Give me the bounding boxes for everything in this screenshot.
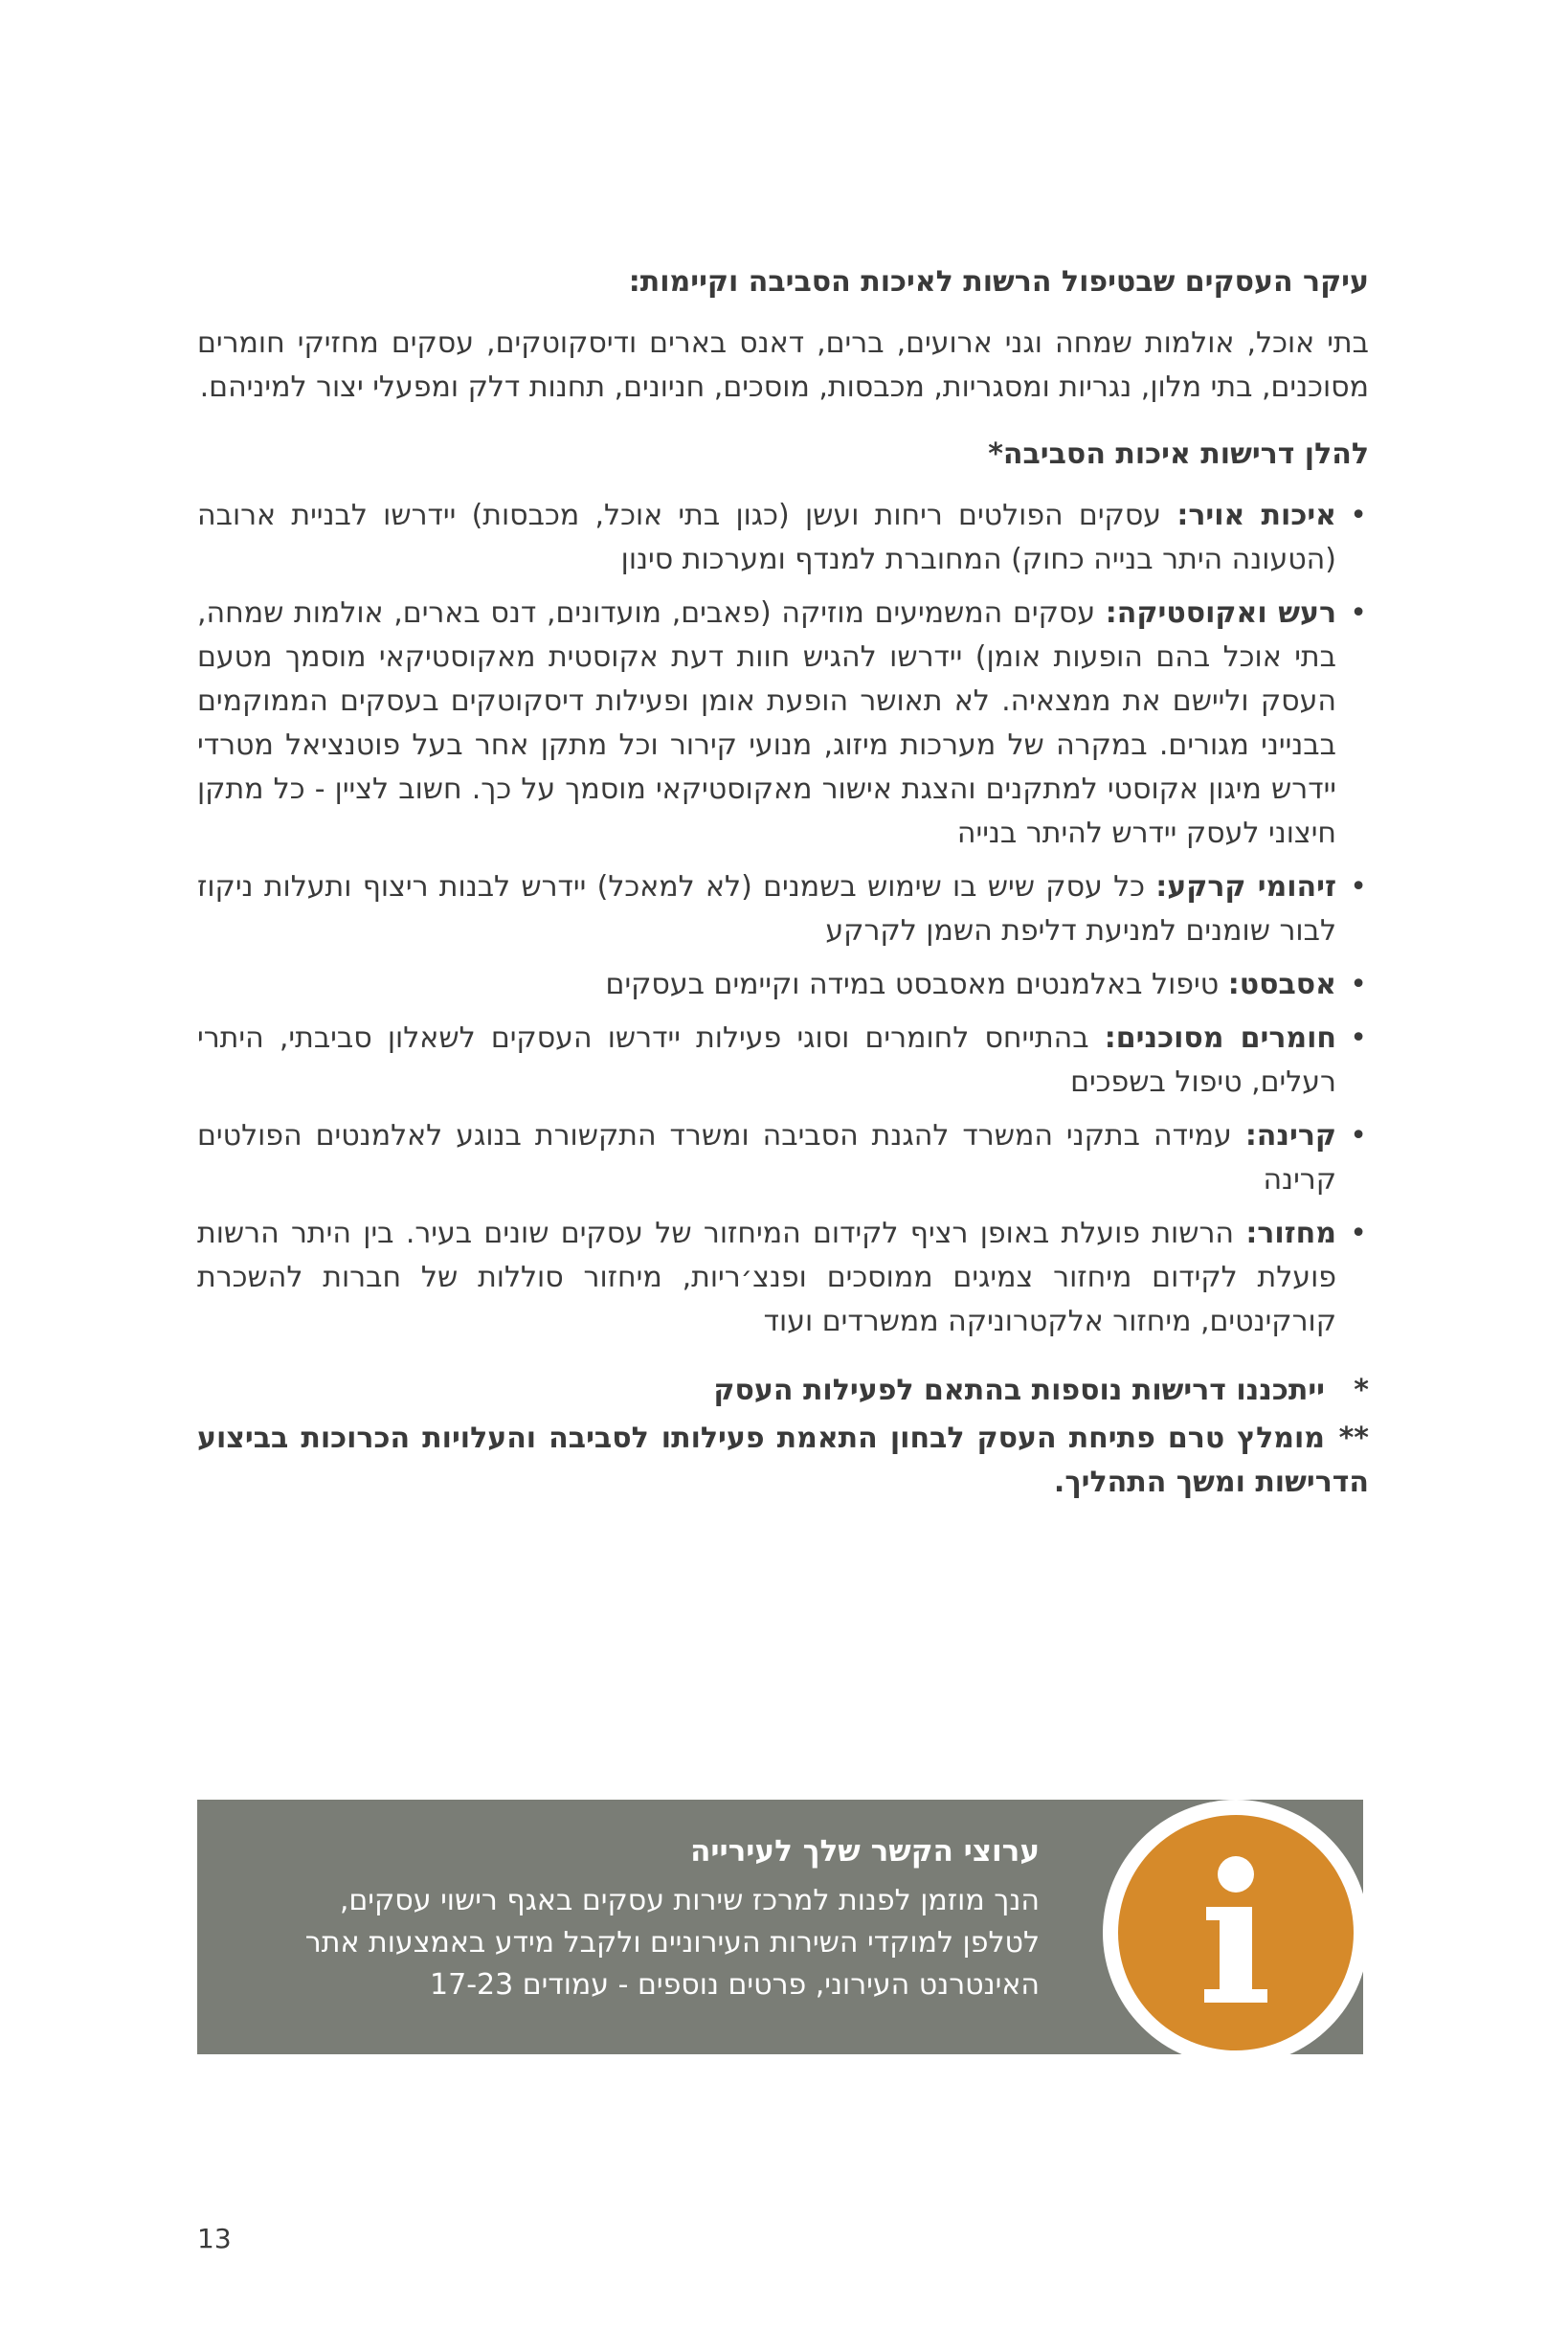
footnote bbox=[197, 1369, 1369, 1413]
bullet-icon: • bbox=[1350, 499, 1367, 532]
footnote-mark: ** bbox=[1338, 1422, 1369, 1455]
bullet-icon: • bbox=[1350, 1217, 1367, 1250]
list-item bbox=[197, 963, 1369, 1007]
list-item bbox=[197, 865, 1369, 953]
contact-info-line: האינטרנט העירוני, פרטים נוספים - עמודים 17-23 bbox=[430, 1968, 1040, 2002]
contact-info-text bbox=[235, 1830, 1040, 2006]
list-item bbox=[197, 494, 1369, 582]
main-content bbox=[197, 260, 1369, 1509]
requirement-term: מחזור: bbox=[1245, 1217, 1336, 1250]
footnote bbox=[197, 1417, 1369, 1505]
page-number: 13 bbox=[197, 2223, 232, 2254]
contact-info-line: לטלפן למוקדי השירות העירוניים ולקבל מידע באמצעות אתר bbox=[304, 1926, 1040, 1960]
contact-info-line: הנך מוזמן לפנות למרכז שירות עסקים באגף רישוי עסקים, bbox=[339, 1884, 1040, 1917]
requirement-text: עסקים המשמיעים מוזיקה (פאבים, מועדונים, דנס בארים, אולמות שמחה, בתי אוכל בהם הופעות אומן) יידרשו להגיש חוות דעת אקוסטית מאקוסטיקאי מוסמך מטעם העסק וליישם את ממצאיה. לא תאושר הופעת אומן ופעילות דיסקוטקים בעסקים הממוקמים בבנייני מגורים. במקרה של מערכות מיזוג, מנועי קירור וכל מתקן אחר בעל פוטנציאל מטרדי יידרש מיגון אקוסטי למתקנים והצגת אישור מאקוסטיקאי מוסמך על כך. חשוב לציין - כל מתקן חיצוני לעסק יידרש להיתר בנייה bbox=[197, 596, 1336, 850]
requirement-term: זיהומי קרקע: bbox=[1155, 870, 1336, 904]
contact-info-title: ערוצי הקשר שלך לעירייה bbox=[690, 1834, 1040, 1869]
bullet-icon: • bbox=[1350, 968, 1367, 1001]
info-icon bbox=[1118, 1815, 1354, 2050]
requirement-text: טיפול באלמנטים מאסבסט במידה וקיימים בעסקים bbox=[605, 968, 1228, 1001]
bullet-icon: • bbox=[1350, 1021, 1367, 1055]
requirement-text: עסקים הפולטים ריחות ועשן (כגון בתי אוכל, מכבסות) יידרשו לבניית ארובה (הטעונה היתר בנייה כחוק) המחוברת למנדף ומערכות סינון bbox=[197, 499, 1336, 576]
requirement-term: רעש ואקוסטיקה: bbox=[1105, 596, 1336, 630]
footnote-mark: * bbox=[1354, 1374, 1369, 1407]
list-item bbox=[197, 1017, 1369, 1105]
bullet-icon: • bbox=[1350, 870, 1367, 904]
requirement-text: בהתייחס לחומרים וסוגי פעילות יידרשו העסקים לשאלון סביבתי, היתרי רעלים, טיפול בשפכים bbox=[197, 1021, 1336, 1099]
requirement-term: אסבסט: bbox=[1227, 968, 1336, 1001]
requirements-heading: להלן דרישות איכות הסביבה* bbox=[988, 437, 1369, 471]
requirement-term: קרינה: bbox=[1244, 1119, 1336, 1153]
bullet-icon: • bbox=[1350, 596, 1367, 630]
footnote-text: מומלץ טרם פתיחת העסק לבחון התאמת פעילותו לסביבה והעלויות הכרוכות בביצוע הדרישות ומשך התהליך. bbox=[197, 1422, 1369, 1499]
list-item bbox=[197, 1212, 1369, 1344]
footnote-text: ייתכננו דרישות נוספות בהתאם לפעילות העסק bbox=[713, 1374, 1325, 1407]
requirement-text: עמידה בתקני המשרד להגנת הסביבה ומשרד התקשורת בנוגע לאלמנטים הפולטים קרינה bbox=[197, 1119, 1336, 1197]
requirements-list bbox=[197, 494, 1369, 1344]
requirement-text: הרשות פועלת באופן רציף לקידום המיחזור של עסקים שונים בעיר. בין היתר הרשות פועלת לקידום מיחזור צמיגים ממוסכים ופנצ׳ריות, מיחזור סוללות של חברות להשכרת קורקינטים, מיחזור אלקטרוניקה ממשרדים ועוד bbox=[197, 1217, 1336, 1338]
requirement-term: איכות אויר: bbox=[1176, 499, 1336, 532]
list-item bbox=[197, 1114, 1369, 1202]
bullet-icon: • bbox=[1350, 1119, 1367, 1153]
businesses-heading: עיקר העסקים שבטיפול הרשות לאיכות הסביבה וקיימות: bbox=[628, 265, 1369, 299]
requirement-text: כל עסק שיש בו שימוש בשמנים (לא למאכל) יידרש לבנות ריצוף ותעלות ניקוז לבור שומנים למניעת דליפת השמן לקרקע bbox=[197, 870, 1336, 948]
list-item bbox=[197, 592, 1369, 856]
requirement-term: חומרים מסוכנים: bbox=[1104, 1021, 1336, 1055]
footnotes bbox=[197, 1369, 1369, 1505]
businesses-paragraph: בתי אוכל, אולמות שמחה וגני ארועים, ברים, דאנס בארים ודיסקוטקים, עסקים מחזיקי חומרים מסוכנים, בתי מלון, נגריות ומסגריות, מכבסות, מוסכים, חניונים, תחנות דלק ומפעלי יצור למיניהם. bbox=[197, 326, 1369, 404]
